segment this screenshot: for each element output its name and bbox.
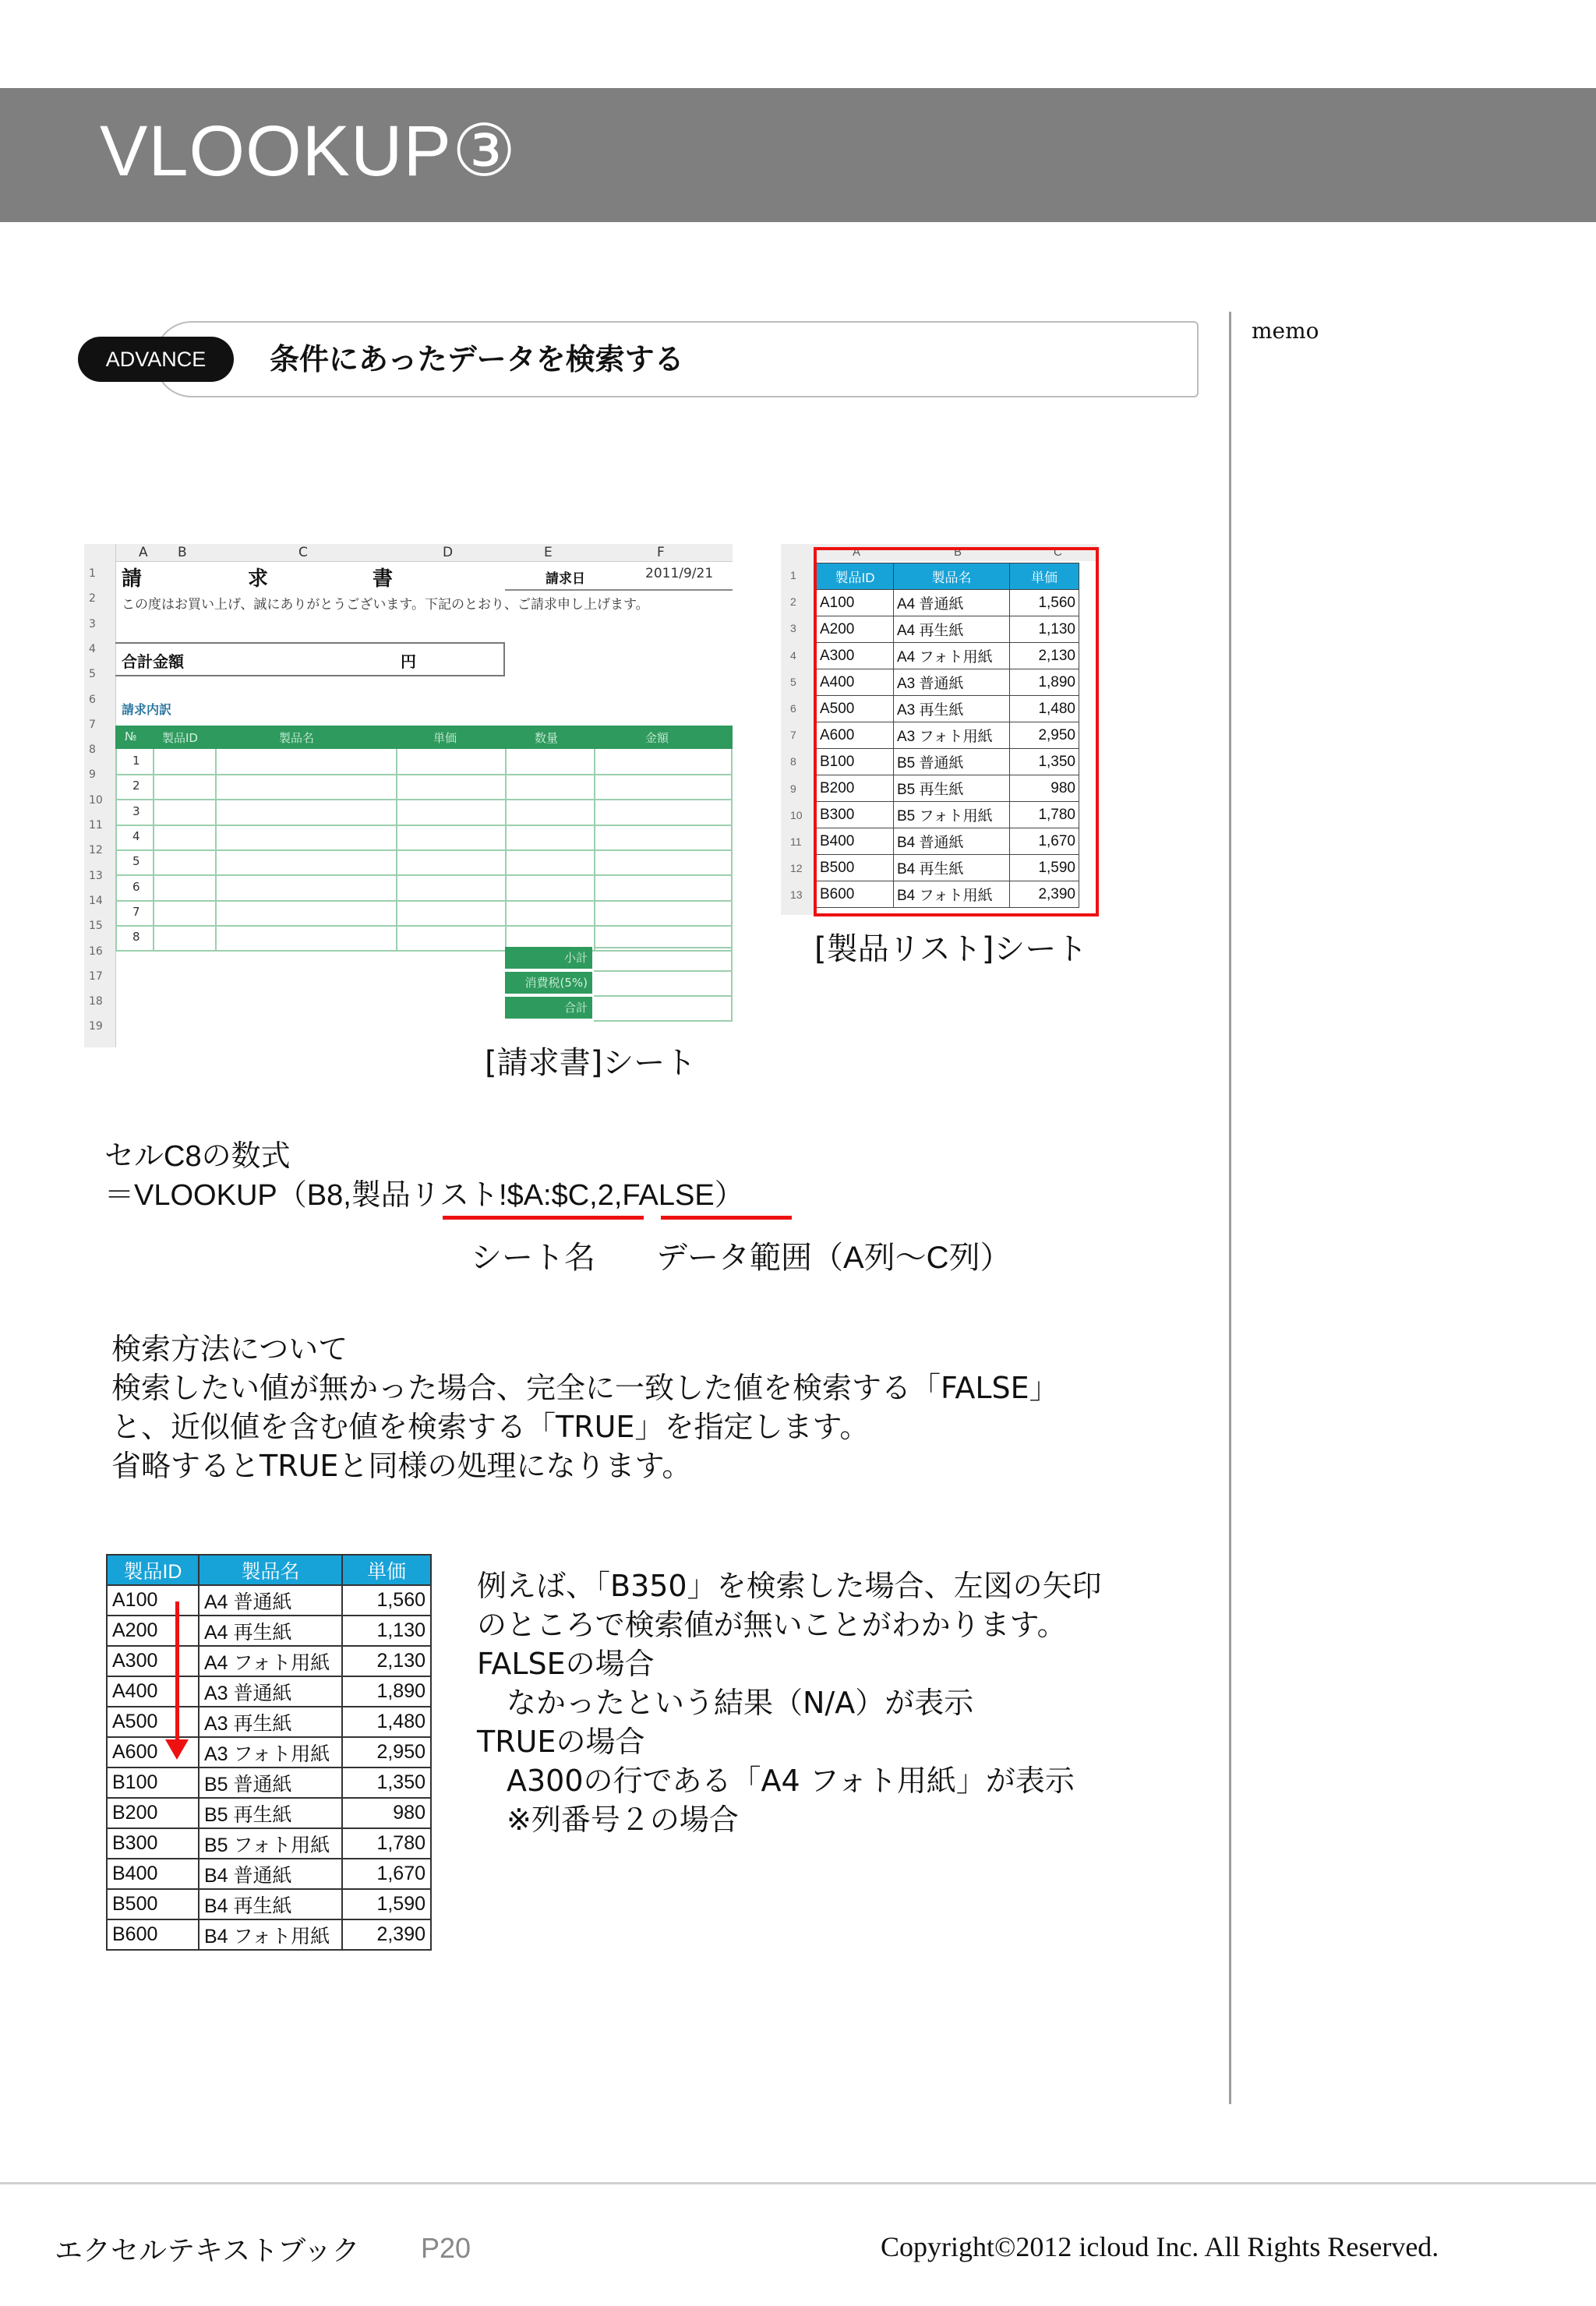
invoice-row-number: 10 bbox=[89, 793, 103, 807]
invoice-row-number: 16 bbox=[89, 945, 103, 958]
example-name-cell: B5 再生紙 bbox=[199, 1798, 342, 1828]
invoice-greeting: この度はお買い上げ、誠にありがとうございます。下記のとおり、ご請求申し上げます。 bbox=[122, 597, 649, 613]
invoice-header-cell: 単価 bbox=[433, 731, 457, 745]
product-name-cell: B4 普通紙 bbox=[894, 828, 1010, 855]
product-name-cell: A4 普通紙 bbox=[894, 590, 1010, 616]
invoice-detail-label: 請求内訳 bbox=[122, 702, 172, 717]
invoice-row-line bbox=[115, 900, 733, 902]
product-sheet-screenshot bbox=[781, 544, 1097, 915]
product-name-cell: B5 再生紙 bbox=[894, 775, 1010, 802]
invoice-title-char: 書 bbox=[373, 567, 394, 591]
invoice-item-number: 3 bbox=[132, 803, 140, 818]
search-arrow-head bbox=[165, 1739, 189, 1760]
example-name-cell: B4 普通紙 bbox=[199, 1859, 342, 1889]
product-name-cell: B4 フォト用紙 bbox=[894, 881, 1010, 908]
invoice-row-number: 19 bbox=[89, 1020, 103, 1033]
invoice-item-number: 2 bbox=[132, 779, 140, 793]
product-id-cell: B100 bbox=[817, 749, 894, 775]
example-name-cell: A3 普通紙 bbox=[199, 1676, 342, 1707]
product-name-cell: A3 フォト用紙 bbox=[894, 722, 1010, 749]
invoice-item-number: 8 bbox=[132, 930, 140, 945]
example-line: ※列番号２の場合 bbox=[477, 1803, 739, 1837]
example-id-cell: B100 bbox=[107, 1767, 199, 1798]
invoice-header-cell: 製品名 bbox=[279, 731, 315, 745]
example-name-cell: A4 普通紙 bbox=[199, 1585, 342, 1616]
invoice-header-cell: 数量 bbox=[535, 731, 559, 745]
invoice-column-line bbox=[153, 749, 154, 950]
product-row-number: 5 bbox=[790, 675, 796, 688]
invoice-row-number: 7 bbox=[89, 718, 96, 731]
product-name-cell: B5 フォト用紙 bbox=[894, 802, 1010, 828]
invoice-row-line bbox=[115, 874, 733, 876]
product-id-cell: B600 bbox=[817, 881, 894, 908]
example-price-cell: 1,670 bbox=[342, 1859, 431, 1889]
invoice-title-char: 求 bbox=[248, 567, 269, 591]
product-name-cell: A4 再生紙 bbox=[894, 616, 1010, 643]
invoice-col-letter: A bbox=[139, 545, 148, 560]
example-price-cell: 1,780 bbox=[342, 1828, 431, 1859]
product-price-cell: 2,950 bbox=[1010, 722, 1079, 749]
example-name-cell: B4 フォト用紙 bbox=[199, 1919, 342, 1950]
example-name-cell: A3 再生紙 bbox=[199, 1707, 342, 1737]
invoice-col-letter: C bbox=[298, 545, 308, 560]
search-method-line: 省略するとTRUEと同様の処理になります。 bbox=[111, 1449, 692, 1483]
invoice-row-number: 13 bbox=[89, 869, 103, 882]
invoice-row-number: 6 bbox=[89, 693, 96, 706]
invoice-column-line bbox=[731, 749, 733, 950]
example-price-cell: 1,590 bbox=[342, 1889, 431, 1919]
example-id-cell: A400 bbox=[107, 1676, 199, 1707]
search-method-line: と、近似値を含む値を検索する「TRUE」を指定します。 bbox=[111, 1410, 870, 1444]
invoice-row-number: 2 bbox=[89, 592, 96, 606]
example-row bbox=[107, 1767, 431, 1798]
invoice-tax-label: 消費税(5%) bbox=[505, 972, 592, 994]
example-row bbox=[107, 1676, 431, 1707]
example-price-cell: 1,130 bbox=[342, 1616, 431, 1646]
example-id-cell: A200 bbox=[107, 1616, 199, 1646]
example-id-cell: A500 bbox=[107, 1707, 199, 1737]
example-price-cell: 1,890 bbox=[342, 1676, 431, 1707]
formula-text: ＝VLOOKUP（B8,製品リスト!$A:$C,2,FALSE） bbox=[104, 1179, 744, 1212]
example-id-cell: B400 bbox=[107, 1859, 199, 1889]
example-line: なかったという結果（N/A）が表示 bbox=[477, 1686, 974, 1720]
product-name-cell: B4 再生紙 bbox=[894, 855, 1010, 881]
product-col-letter: C bbox=[1054, 546, 1062, 559]
example-row bbox=[107, 1737, 431, 1767]
example-name-cell: A4 フォト用紙 bbox=[199, 1646, 342, 1676]
product-row-number: 7 bbox=[790, 729, 796, 742]
invoice-row-line bbox=[115, 849, 733, 851]
invoice-col-letter: B bbox=[178, 545, 187, 560]
footer-page-number: P20 bbox=[421, 2232, 471, 2264]
example-id-cell: A100 bbox=[107, 1585, 199, 1616]
product-row-number: 13 bbox=[790, 888, 803, 902]
example-id-cell: A600 bbox=[107, 1737, 199, 1767]
invoice-row-number: 1 bbox=[89, 567, 96, 580]
product-name-cell: A3 再生紙 bbox=[894, 696, 1010, 722]
invoice-row-line bbox=[115, 799, 733, 800]
search-arrow-shaft bbox=[175, 1601, 179, 1746]
invoice-row-number: 9 bbox=[89, 768, 96, 782]
example-line: FALSEの場合 bbox=[477, 1647, 655, 1681]
invoice-row-number: 3 bbox=[89, 617, 96, 630]
invoice-date-label: 請求日 bbox=[546, 571, 585, 587]
invoice-row-line bbox=[115, 925, 733, 927]
invoice-col-letter: E bbox=[544, 545, 553, 560]
example-price-cell: 2,950 bbox=[342, 1737, 431, 1767]
product-id-cell: A100 bbox=[817, 590, 894, 616]
example-row bbox=[107, 1889, 431, 1919]
invoice-grand-total-label: 合計 bbox=[505, 997, 592, 1019]
example-price-cell: 2,130 bbox=[342, 1646, 431, 1676]
example-row bbox=[107, 1828, 431, 1859]
invoice-item-number: 5 bbox=[132, 854, 140, 869]
product-price-cell: 1,350 bbox=[1010, 749, 1079, 775]
invoice-date-value: 2011/9/21 bbox=[645, 566, 714, 581]
invoice-row-number: 8 bbox=[89, 743, 96, 757]
example-id-cell: B600 bbox=[107, 1919, 199, 1950]
product-id-cell: A500 bbox=[817, 696, 894, 722]
example-header-price: 単価 bbox=[342, 1555, 431, 1585]
product-range-highlight bbox=[814, 547, 1099, 916]
invoice-row-number: 12 bbox=[89, 844, 103, 857]
example-price-cell: 980 bbox=[342, 1798, 431, 1828]
example-price-cell: 2,390 bbox=[342, 1919, 431, 1950]
product-id-cell: A300 bbox=[817, 643, 894, 669]
memo-divider bbox=[1229, 312, 1231, 2104]
example-line: TRUEの場合 bbox=[477, 1725, 645, 1759]
example-id-cell: B500 bbox=[107, 1889, 199, 1919]
product-row-number: 3 bbox=[790, 622, 796, 635]
product-header-price: 単価 bbox=[1010, 563, 1079, 590]
example-row bbox=[107, 1919, 431, 1950]
example-id-cell: A300 bbox=[107, 1646, 199, 1676]
invoice-row-line bbox=[115, 774, 733, 775]
invoice-column-line bbox=[396, 749, 397, 950]
formula-label: セルC8の数式 bbox=[104, 1140, 291, 1173]
invoice-title-char: 請 bbox=[122, 567, 143, 591]
product-price-cell: 1,670 bbox=[1010, 828, 1079, 855]
product-col-letter: B bbox=[954, 546, 962, 559]
invoice-subtotal-label: 小計 bbox=[505, 947, 592, 969]
invoice-column-line bbox=[215, 749, 217, 950]
invoice-column-line bbox=[115, 749, 117, 950]
example-name-cell: A3 フォト用紙 bbox=[199, 1737, 342, 1767]
example-line: のところで検索値が無いことがわかります。 bbox=[477, 1608, 1067, 1642]
invoice-sheet-screenshot bbox=[84, 544, 733, 1047]
product-id-cell: B500 bbox=[817, 855, 894, 881]
invoice-row-line bbox=[115, 950, 733, 952]
invoice-item-number: 1 bbox=[132, 754, 140, 768]
product-header-name: 製品名 bbox=[894, 563, 1010, 590]
product-name-cell: B5 普通紙 bbox=[894, 749, 1010, 775]
example-row bbox=[107, 1646, 431, 1676]
example-name-cell: A4 再生紙 bbox=[199, 1616, 342, 1646]
example-row bbox=[107, 1798, 431, 1828]
example-header-name: 製品名 bbox=[199, 1555, 342, 1585]
product-row-number: 10 bbox=[790, 808, 803, 821]
product-price-cell: 1,480 bbox=[1010, 696, 1079, 722]
invoice-header-cell: 製品ID bbox=[162, 731, 198, 745]
product-id-cell: A400 bbox=[817, 669, 894, 696]
invoice-row-number: 11 bbox=[89, 819, 103, 832]
product-price-cell: 1,890 bbox=[1010, 669, 1079, 696]
example-price-cell: 1,350 bbox=[342, 1767, 431, 1798]
footer-book-title: エクセルテキストブック bbox=[55, 2235, 360, 2267]
advance-title: 条件にあったデータを検索する bbox=[270, 342, 684, 376]
invoice-header-cell: 金額 bbox=[645, 731, 669, 745]
product-row-number: 9 bbox=[790, 782, 796, 795]
invoice-row-number: 15 bbox=[89, 920, 103, 933]
footer-divider bbox=[0, 2182, 1596, 2184]
example-name-cell: B4 再生紙 bbox=[199, 1889, 342, 1919]
annotation-sheet-name: シート名 bbox=[471, 1241, 595, 1275]
search-method-line: 検索したい値が無かった場合、完全に一致した値を検索する「FALSE」 bbox=[111, 1371, 1059, 1405]
invoice-row-number: 5 bbox=[89, 668, 96, 681]
invoice-row-number: 14 bbox=[89, 894, 103, 907]
memo-label: memo bbox=[1252, 318, 1319, 344]
example-name-cell: B5 普通紙 bbox=[199, 1767, 342, 1798]
product-price-cell: 1,590 bbox=[1010, 855, 1079, 881]
invoice-yen: 円 bbox=[401, 652, 416, 671]
product-id-cell: A200 bbox=[817, 616, 894, 643]
invoice-item-number: 4 bbox=[132, 828, 140, 843]
invoice-column-line bbox=[594, 749, 595, 950]
product-price-cell: 1,780 bbox=[1010, 802, 1079, 828]
product-id-cell: B200 bbox=[817, 775, 894, 802]
example-line: A300の行である「A4 フォト用紙」が表示 bbox=[477, 1764, 1075, 1798]
invoice-col-letter: D bbox=[443, 545, 454, 560]
example-row bbox=[107, 1585, 431, 1616]
product-price-cell: 2,130 bbox=[1010, 643, 1079, 669]
product-row-header bbox=[781, 544, 814, 915]
product-id-cell: B400 bbox=[817, 828, 894, 855]
example-name-cell: B5 フォト用紙 bbox=[199, 1828, 342, 1859]
example-price-cell: 1,560 bbox=[342, 1585, 431, 1616]
example-product-table bbox=[106, 1554, 432, 1951]
product-row-number: 6 bbox=[790, 702, 796, 715]
product-id-cell: A600 bbox=[817, 722, 894, 749]
product-sheet-caption: [製品リスト]シート bbox=[814, 931, 1088, 967]
example-id-cell: B200 bbox=[107, 1798, 199, 1828]
invoice-sheet-caption: [請求書]シート bbox=[485, 1045, 697, 1081]
product-row-number: 2 bbox=[790, 595, 796, 609]
search-method-heading: 検索方法について bbox=[111, 1332, 348, 1366]
sheet-name-underline bbox=[443, 1216, 644, 1220]
advance-badge: ADVANCE bbox=[78, 337, 234, 382]
example-text bbox=[477, 1566, 1102, 1839]
example-line: 例えば、「B350」を検索した場合、左図の矢印 bbox=[477, 1569, 1102, 1603]
invoice-row-number: 17 bbox=[89, 969, 103, 983]
product-id-cell: B300 bbox=[817, 802, 894, 828]
invoice-item-number: 7 bbox=[132, 904, 140, 919]
invoice-header-bar bbox=[115, 726, 733, 749]
invoice-total-label: 合計金額 bbox=[122, 652, 184, 671]
range-underline bbox=[661, 1216, 792, 1220]
product-name-cell: A4 フォト用紙 bbox=[894, 643, 1010, 669]
invoice-row-number: 4 bbox=[89, 642, 96, 655]
invoice-col-letter: F bbox=[657, 545, 665, 560]
product-header-id: 製品ID bbox=[817, 563, 894, 590]
invoice-row-line bbox=[115, 825, 733, 826]
product-price-cell: 980 bbox=[1010, 775, 1079, 802]
page-title: VLOOKUP③ bbox=[100, 111, 517, 191]
example-price-cell: 1,480 bbox=[342, 1707, 431, 1737]
annotation-data-range: データ範囲（A列～C列） bbox=[656, 1241, 1012, 1275]
product-row-number: 1 bbox=[790, 569, 796, 581]
example-header-id: 製品ID bbox=[107, 1555, 199, 1585]
product-name-cell: A3 普通紙 bbox=[894, 669, 1010, 696]
product-col-letter: A bbox=[853, 546, 861, 559]
product-row-number: 8 bbox=[790, 755, 796, 768]
product-price-cell: 2,390 bbox=[1010, 881, 1079, 908]
example-row bbox=[107, 1616, 431, 1646]
product-row-number: 4 bbox=[790, 648, 796, 662]
product-row-number: 11 bbox=[790, 835, 802, 848]
product-price-cell: 1,130 bbox=[1010, 616, 1079, 643]
example-row bbox=[107, 1707, 431, 1737]
footer-copyright: Copyright©2012 icloud Inc. All Rights Reserved. bbox=[881, 2231, 1439, 2262]
invoice-item-number: 6 bbox=[132, 879, 140, 894]
invoice-header-cell: № bbox=[125, 729, 137, 743]
invoice-column-line bbox=[505, 749, 507, 950]
product-price-cell: 1,560 bbox=[1010, 590, 1079, 616]
invoice-row-number: 18 bbox=[89, 995, 103, 1008]
example-id-cell: B300 bbox=[107, 1828, 199, 1859]
product-row-number: 12 bbox=[790, 862, 803, 875]
example-row bbox=[107, 1859, 431, 1889]
